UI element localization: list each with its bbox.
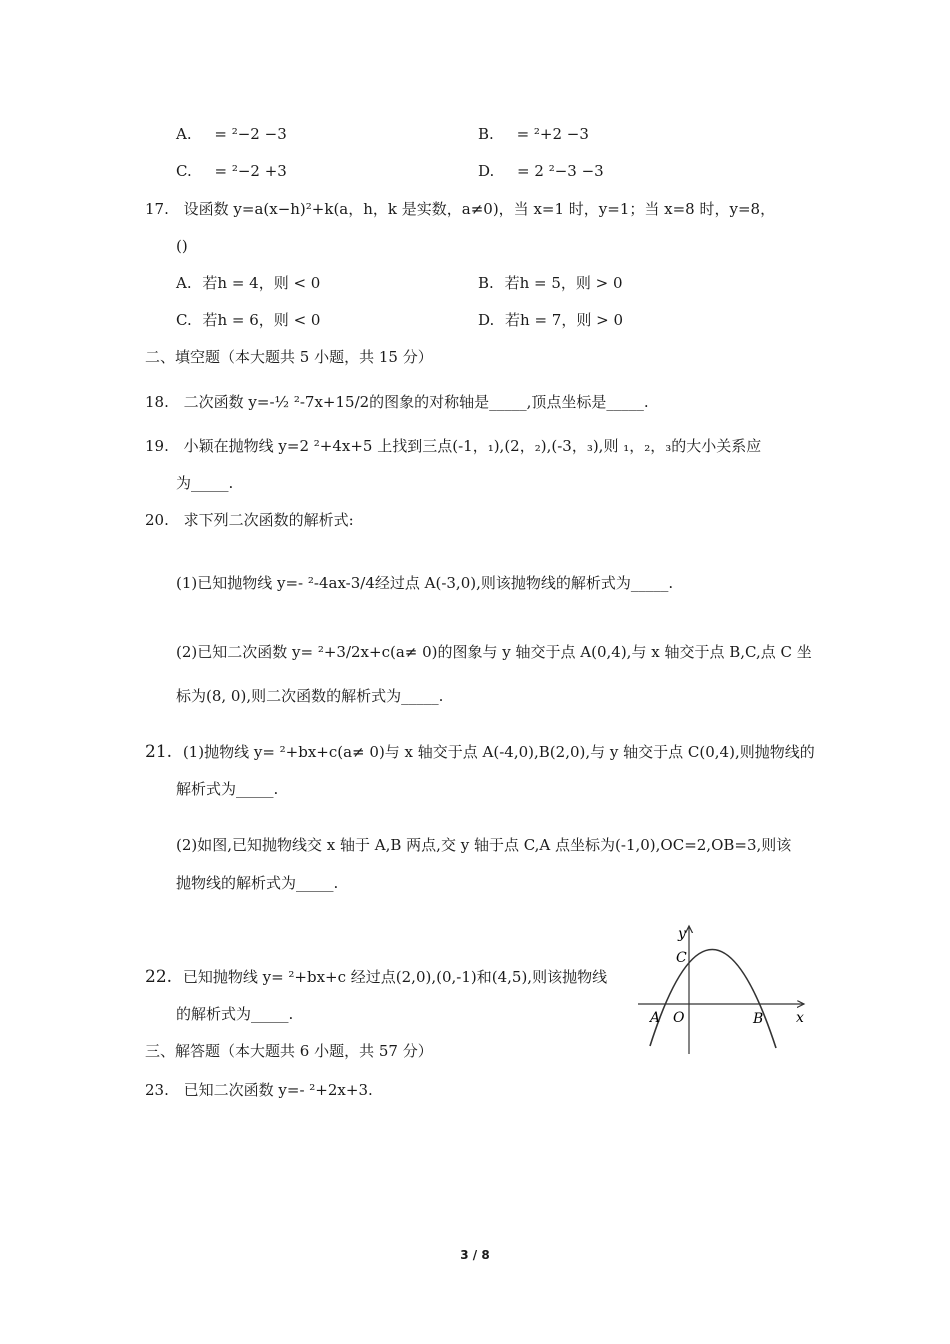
question-number: 21. (145, 742, 173, 762)
question-20-part-2-cont: 标为(8, 0),则二次函数的解析式为_____. (176, 687, 444, 705)
parabola-figure (630, 920, 810, 1058)
q17-option-c (176, 310, 320, 330)
option-text: 若h = 7，则 > 0 (505, 311, 624, 329)
question-number: 23. (145, 1081, 169, 1099)
section-heading-answers: 三、解答题（本大题共 6 小题，共 57 分） (145, 1042, 433, 1060)
question-19-cont: 为_____. (176, 474, 234, 492)
option-text: = ²+2 −3 (516, 125, 589, 143)
question-text: (1)抛物线 y= ²+bx+c(a≠ 0)与 x 轴交于点 A(-4,0),B(2,0),与 y 轴交于点 C(0,4),则抛物线的 (182, 743, 815, 761)
question-18 (145, 392, 649, 412)
option-letter: B. (478, 125, 494, 143)
question-text: 小颖在抛物线 y=2 ²+4x+5 上找到三点(-1，₁),(2，₂),(-3，₃),则 ₁，₂，₃的大小关系应 (183, 437, 762, 455)
option-text: 若h = 6，则 < 0 (202, 311, 321, 329)
question-text: 已知二次函数 y=- ²+2x+3. (183, 1081, 373, 1099)
question-number: 17. (145, 200, 169, 218)
question-text: 二次函数 y=-½ ²-7x+15/2的图象的对称轴是_____,顶点坐标是_____. (183, 393, 649, 411)
parabola-curve (650, 949, 776, 1048)
question-17-blank: () (176, 237, 188, 255)
question-20-part-2: (2)已知二次函数 y= ²+3/2x+c(a≠ 0)的图象与 y 轴交于点 A(0,4),与 x 轴交于点 B,C,点 C 坐 (176, 643, 812, 661)
option-letter: D. (478, 162, 495, 180)
question-22 (145, 967, 607, 987)
question-text: 设函数 y=a(x−h)²+k(a，h，k 是实数，a≠0)，当 x=1 时，y=1；当 x=8 时，y=8， (183, 200, 776, 218)
label-c: C (676, 950, 687, 966)
q17-option-b (478, 273, 623, 293)
question-number: 19. (145, 437, 169, 455)
question-number: 18. (145, 393, 169, 411)
question-text: 已知抛物线 y= ²+bx+c 经过点(2,0),(0,-1)和(4,5),则该抛物线 (182, 968, 608, 986)
q17-option-d (478, 310, 623, 330)
question-20 (145, 510, 354, 530)
option-letter: A. (176, 274, 192, 292)
option-letter: C. (176, 311, 192, 329)
option-text: 若h = 4，则 < 0 (202, 274, 321, 292)
question-19 (145, 436, 761, 456)
question-21-part-2: (2)如图,已知抛物线交 x 轴于 A,B 两点,交 y 轴于点 C,A 点坐标为(-1,0),OC=2,OB=3,则该 (176, 836, 792, 854)
question-text: 求下列二次函数的解析式: (183, 511, 354, 529)
option-text: 若h = 5，则 > 0 (504, 274, 623, 292)
label-b: B (753, 1011, 764, 1027)
question-number: 22. (145, 967, 173, 987)
option-b (478, 124, 589, 144)
option-letter: C. (176, 162, 192, 180)
label-y: y (678, 926, 686, 942)
option-letter: B. (478, 274, 494, 292)
section-heading-fill-in: 二、填空题（本大题共 5 小题，共 15 分） (145, 348, 433, 366)
option-letter: A. (176, 125, 192, 143)
question-21 (145, 742, 815, 762)
question-21-part-1-cont: 解析式为_____. (176, 780, 279, 798)
question-23 (145, 1080, 373, 1100)
q17-option-a (176, 273, 320, 293)
option-d (478, 161, 604, 181)
option-text: = ²−2 +3 (214, 162, 287, 180)
question-17 (145, 199, 775, 219)
option-a (176, 124, 287, 144)
option-c (176, 161, 287, 181)
question-20-part-1: (1)已知抛物线 y=- ²-4ax-3/4经过点 A(-3,0),则该抛物线的解析式为_____. (176, 574, 674, 592)
option-letter: D. (478, 311, 495, 329)
option-text: = ²−2 −3 (214, 125, 287, 143)
label-a: A (650, 1010, 661, 1026)
label-x: x (796, 1010, 804, 1026)
question-21-part-2-cont: 抛物线的解析式为_____. (176, 874, 339, 892)
question-22-cont: 的解析式为_____. (176, 1005, 294, 1023)
label-o: O (673, 1010, 685, 1026)
option-text: = 2 ²−3 −3 (517, 162, 604, 180)
page-number: 3 / 8 (460, 1248, 490, 1262)
question-number: 20. (145, 511, 169, 529)
